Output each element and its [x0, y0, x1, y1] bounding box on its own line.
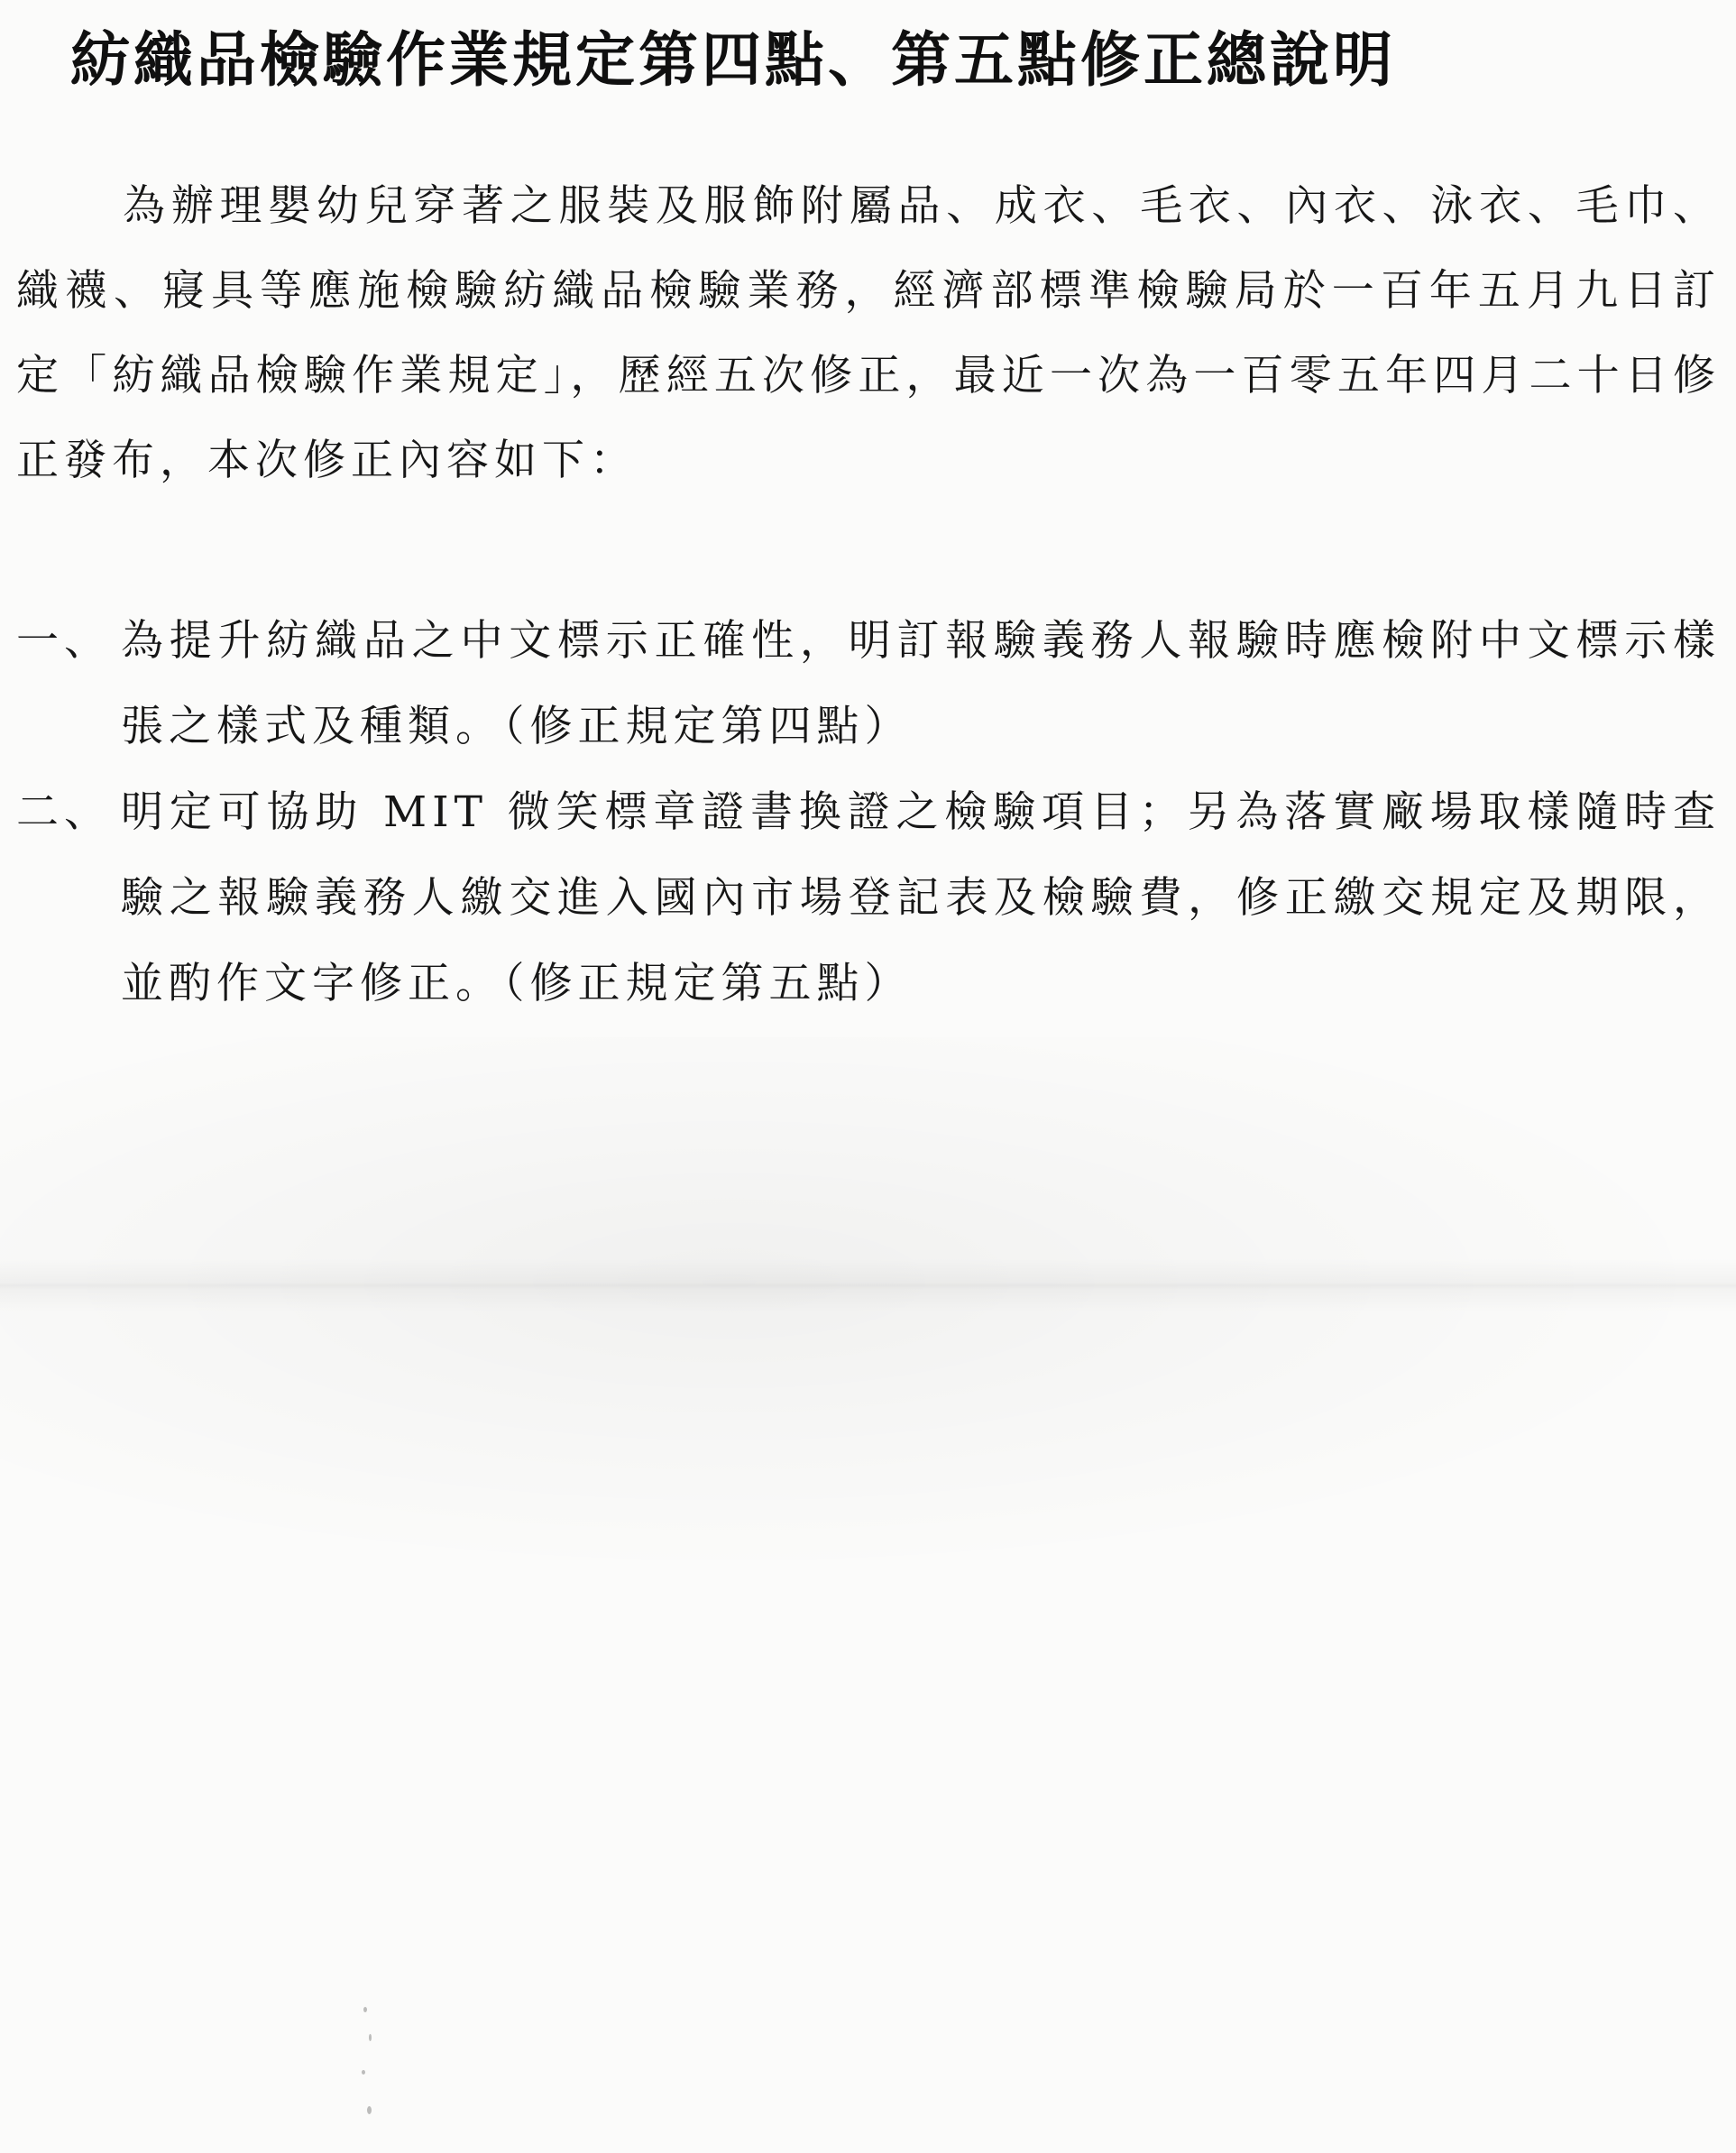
amendment-list	[16, 598, 1721, 1026]
list-item	[16, 769, 1721, 1026]
scan-specks	[356, 2007, 392, 2133]
item-text: 明定可協助 MIT 微笑標章證書換證之檢驗項目；另為落實廠場取樣隨時查驗之報驗義務人繳交進入國內市場登記表及檢驗費，修正繳交規定及期限，並酌作文字修正。（修正規定第五點）	[121, 787, 1721, 1008]
item-text: 為提升紡織品之中文標示正確性，明訂報驗義務人報驗時應檢附中文標示樣張之樣式及種類。（修正規定第四點）	[121, 616, 1721, 751]
document-title: 紡織品檢驗作業規定第四點、第五點修正總說明	[70, 25, 1396, 95]
paper-crease	[0, 1258, 1736, 1312]
list-item	[16, 598, 1721, 769]
item-marker: 一、	[16, 616, 112, 666]
intro-paragraph: 為辦理嬰幼兒穿著之服裝及服飾附屬品、成衣、毛衣、內衣、泳衣、毛巾、織襪、寢具等應施檢驗紡織品檢驗業務，經濟部標準檢驗局於一百年五月九日訂定「紡織品檢驗作業規定」，歷經五次修正，最近一次為一百零五年四月二十日修正發布，本次修正內容如下：	[16, 181, 1721, 485]
item-marker: 二、	[16, 787, 112, 837]
